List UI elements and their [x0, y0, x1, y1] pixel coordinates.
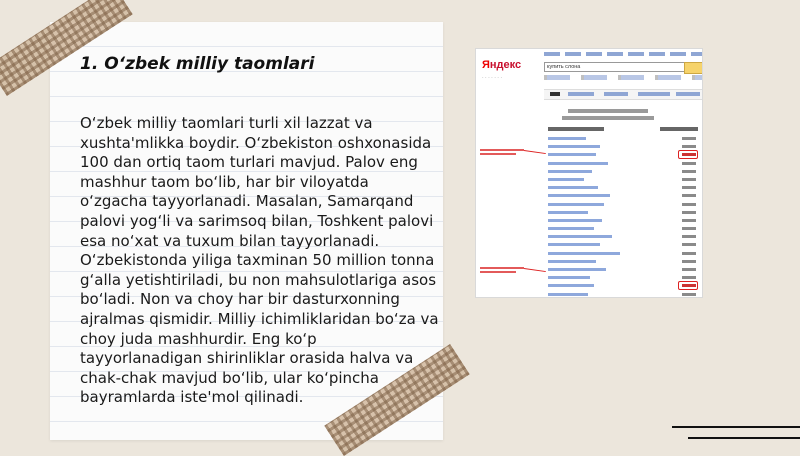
search-options: [544, 75, 703, 80]
tab-active[interactable]: [550, 92, 560, 96]
table-row[interactable]: [548, 192, 698, 200]
note-title: 1. O‘zbek milliy taomlari: [80, 54, 315, 74]
table-row[interactable]: [548, 160, 698, 168]
annotation-note: [480, 267, 536, 274]
table-row[interactable]: [548, 201, 698, 209]
tab[interactable]: [568, 92, 594, 96]
table-row[interactable]: [548, 217, 698, 225]
note-body: O‘zbek milliy taomlari turli xil lazzat va xushta'mlikka boydir. O‘zbekiston oshxonasida 100 dan ortiq taom turlari mavjud. Palov eng mashhur taom bo‘lib, har bir viloyatda o‘zgacha tayyorlanadi. Masalan, Samarqand palovi yog‘li va sarimsoq bilan, Toshkent palovi esa no‘xat va tuxum bilan tayyorlanadi. O‘zbekistonda yiliga taxminan 50 million tonna g‘alla yetishtiriladi, bu non mahsulotlariga asos bo‘ladi. Non va choy har bir dasturxonning ajralmas qismidir. Milliy ichimliklaridan bo‘za va choy juda mashhurdir. Eng ko‘p tayyorlanadigan shirinliklar orasida halva va chak-chak mavjud bo‘lib, ular ko‘pincha bayramlarda iste'mol qilinadi.: [80, 114, 439, 407]
table-row[interactable]: [548, 250, 698, 258]
results-tabs: [544, 89, 703, 100]
search-input[interactable]: купить слона: [544, 62, 703, 72]
tab[interactable]: [638, 92, 670, 96]
table-row[interactable]: [548, 225, 698, 233]
decor-line: [672, 426, 800, 428]
search-button[interactable]: [684, 62, 703, 74]
table-row[interactable]: [548, 143, 698, 151]
table-row[interactable]: [548, 184, 698, 192]
annotation-note: [480, 149, 536, 156]
paper-note: [50, 22, 443, 440]
table-row[interactable]: [548, 258, 698, 266]
logo-subtitle-scribble: · · · · · · ·: [482, 75, 502, 81]
table-header: [548, 127, 698, 132]
tab[interactable]: [676, 92, 700, 96]
keywords-table: [548, 135, 698, 298]
table-row[interactable]: [548, 233, 698, 241]
yandex-logo: Яндекс: [482, 59, 522, 71]
tab[interactable]: [604, 92, 628, 96]
table-row[interactable]: [548, 176, 698, 184]
table-row[interactable]: [548, 135, 698, 143]
table-row-highlighted[interactable]: [548, 151, 698, 159]
info-line: [562, 116, 654, 120]
yandex-wordstat-screenshot: [475, 48, 703, 298]
table-row[interactable]: [548, 241, 698, 249]
table-row[interactable]: [548, 266, 698, 274]
table-row[interactable]: [548, 168, 698, 176]
table-row[interactable]: [548, 274, 698, 282]
table-row[interactable]: [548, 291, 698, 298]
info-line: [568, 109, 648, 113]
top-links: [544, 52, 702, 56]
table-row[interactable]: [548, 209, 698, 217]
table-row-highlighted[interactable]: [548, 282, 698, 290]
decor-line: [688, 437, 800, 439]
